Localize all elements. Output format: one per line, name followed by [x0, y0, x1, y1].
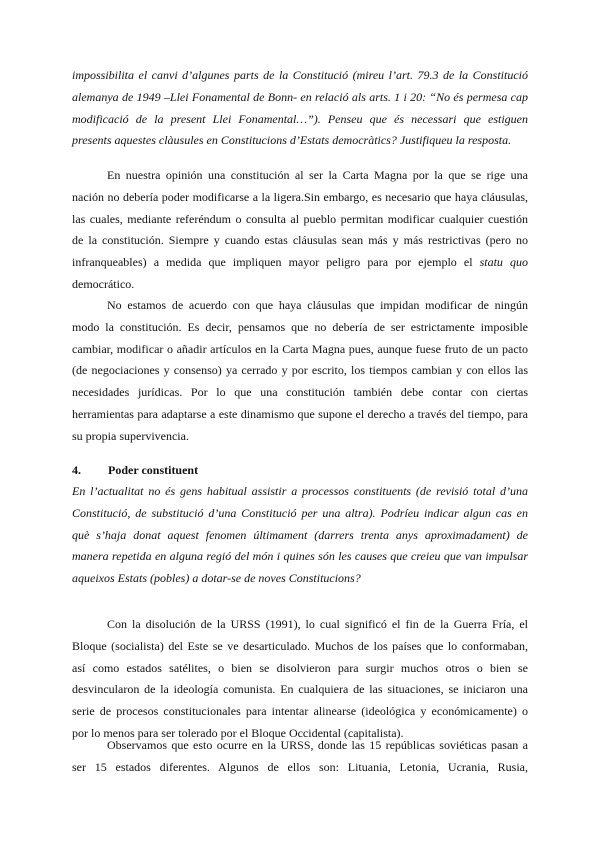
answer-text-line: serie de procesos constitucionales para intentar alinearse (ideológica y económicamente) o [72, 704, 528, 719]
section-title: Poder constituent [108, 463, 199, 477]
answer-text-line: herramientas para adaptarse a este dinamismo que supone el derecho a través del tiempo, para [72, 407, 528, 421]
answer-text-line: No estamos de acuerdo con que haya cláusulas que impidan modificar de ningún [107, 298, 528, 312]
answer-text-line: por lo menos para ser tolerado por el Bloque Occidental (capitalista). [72, 726, 404, 740]
answer-text-line: Bloque (socialista) del Este se ve desarticulado. Muchos de los países que lo conformaban, [72, 638, 528, 653]
question-text-line: manera repetida en alguna regió del món i quines són les causes que creieu que van impulsar [72, 549, 528, 564]
answer-text-line: Observamos que esto ocurre en la URSS, donde las 15 repúblicas soviéticas pasan a [107, 738, 528, 752]
answer-text-line: infranqueables) a medida que impliquen mayor peligro para por ejemplo el statu quo [72, 255, 528, 270]
latin-term: statu quo [479, 255, 528, 270]
answer-text-line: nación no debería poder modificarse a la ligera.Sin embargo, es necesario que haya cláusulas, [72, 189, 528, 204]
answer-text-line: su propia supervivencia. [72, 428, 189, 443]
question-text-line: impossibilita el canvi d’algunes parts de la Constitució (mireu l’art. 79.3 de la Constitució [72, 68, 528, 82]
section-number: 4. [72, 463, 81, 477]
answer-text-line: modo la constitución. Es decir, pensamos que no debería de ser estrictamente imposible [72, 319, 528, 334]
answer-text-line: así como estados satélites, o bien se disolvieron para surgir muchos otros o bien se [72, 660, 528, 675]
answer-text-line: de la constitución. Siempre y cuando estas cláusulas sean más y más restrictivas (pero no [72, 233, 528, 248]
question-text-line: presents aquestes clàusules en Constitucions d’Estats democràtics? Justifiqueu la resposta. [72, 133, 512, 148]
answer-text-line: democrático. [72, 277, 135, 291]
question-text-line: què s’haja donat aquest fenomen últimament (darrers trenta anys aproximadament) de [72, 527, 528, 542]
answer-text-line: desvincularon de la ideología comunista. En cualquiera de las situaciones, se iniciaron una [72, 682, 528, 697]
answer-text-line: cambiar, modificar o añadir artículos en la Carta Magna pues, aunque fuese fruto de un pacto [72, 341, 528, 356]
answer-text-line: En nuestra opinión una constitución al ser la Carta Magna por la que se rige una [107, 168, 528, 182]
answer-text-line: ser 15 estados diferentes. Algunos de ellos son: Lituania, Letonia, Ucrania, Rusia, [72, 759, 528, 774]
question-text-line: En l’actualitat no és gens habitual assistir a processos constituents (de revisió total d’una [72, 484, 528, 498]
question-text-line: aqueixos Estats (pobles) a dotar-se de noves Constitucions? [72, 571, 361, 586]
section-heading [72, 463, 198, 478]
answer-text-line: Con la disolución de la URSS (1991), lo cual significó el fin de la Guerra Fría, el [107, 617, 528, 631]
answer-text-line: necesidades jurídicas. Por lo que una constitución también debe contar con ciertas [72, 385, 528, 400]
question-text-line: alemanya de 1949 –Llei Fonamental de Bonn- en relació als arts. 1 i 20: “No és permesa cap [72, 89, 528, 104]
question-text-line: modificació de la present Llei Fonamental…”). Penseu que és necessari que estiguen [72, 111, 528, 126]
question-text-line: Constitució, de substitució d’una Constitució per una altra). Podríeu indicar algun cas en [72, 505, 528, 520]
answer-text-line: las cuales, mediante referéndum o consulta al pueblo permitan modificar cualquier cuestión [72, 211, 528, 226]
answer-text-line: (de negociaciones y consenso) ya cerrado y por escrito, los tiempos cambian y con ellos las [72, 363, 528, 378]
